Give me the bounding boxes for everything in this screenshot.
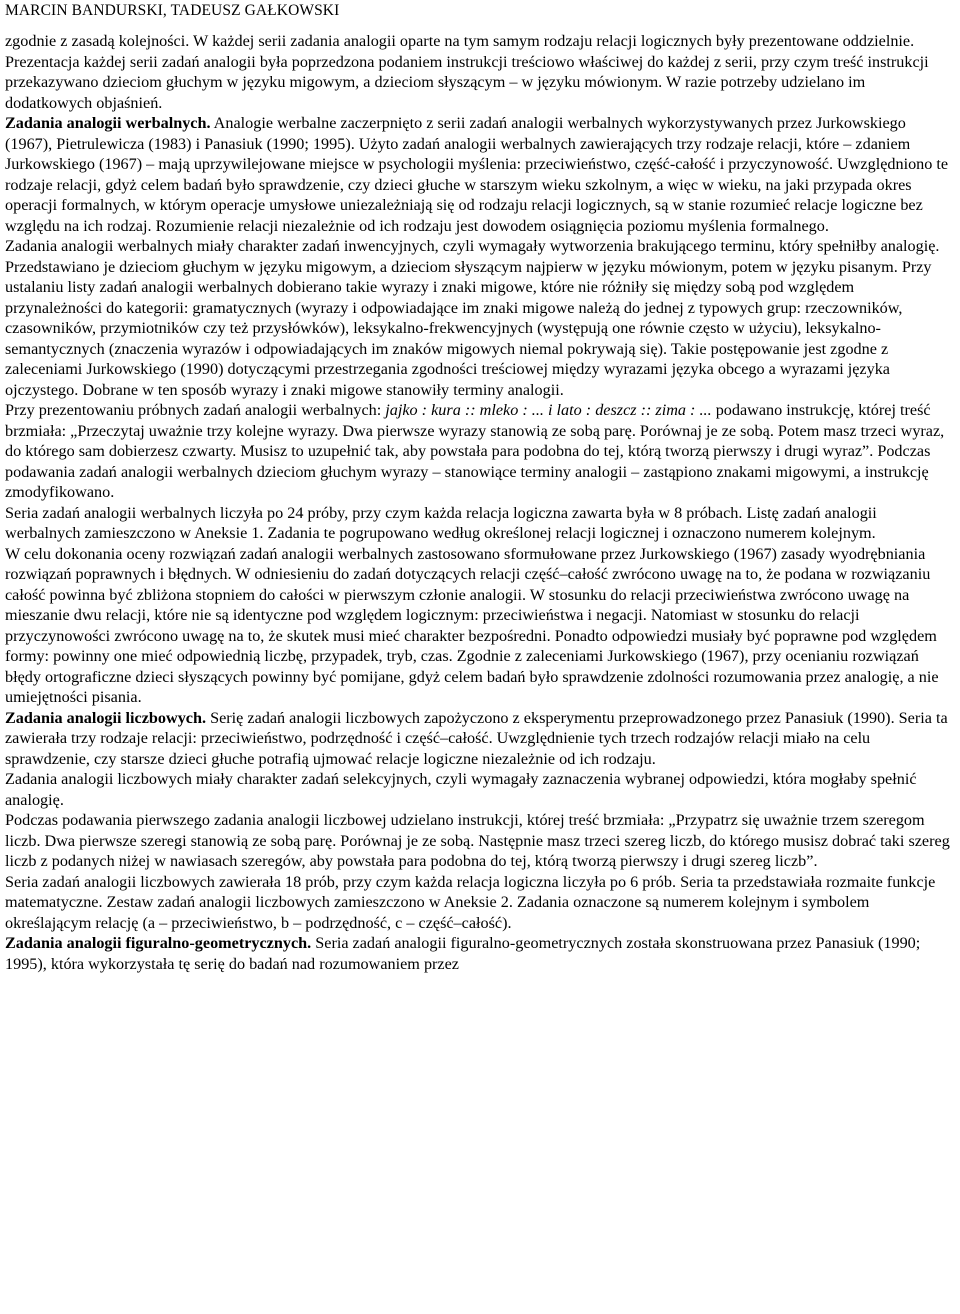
running-header: MARCIN BANDURSKI, TADEUSZ GAŁKOWSKI <box>5 2 340 19</box>
section-heading: Zadania analogii liczbowych. <box>5 708 207 727</box>
paragraph <box>5 503 950 544</box>
paragraph <box>5 708 950 770</box>
paragraph <box>5 933 950 974</box>
body-text <box>5 31 950 974</box>
paragraph <box>5 113 950 236</box>
paragraph-text: Seria zadań analogii liczbowych zawierała 18 prób, przy czym każda relacja logiczna liczyła po 6 prób. Seria ta przedstawiała rozmaite funkcje matematyczne. Zestaw zadań analogii liczbowych zamieszczono w Aneksie 2. Zadania oznaczone są numerem kolejnym i symbolem określającym relację (a – przeciwieństwo, b – podrzędność, c – część–całość). <box>5 872 936 932</box>
paragraph-text: W celu dokonania oceny rozwiązań zadań analogii werbalnych zastosowano sformułowane przez Jurkowskiego (1967) zasady wyodrębniania rozwiązań poprawnych i błędnych. W odniesieniu do zadań dotyczących relacji część–całość zwrócono uwagę na to, że podana w rozwiązaniu całość powinna być zbliżona stopniem do całości w pierwszym członie analogii. W stosunku do relacji przeciwieństwa zwrócono uwagę na mieszanie dwu relacji, które nie są identyczne pod względem logicznym: przeciwieństwa i negacji. Natomiast w stosunku do relacji przyczynowości zwrócono uwagę na to, że skutek musi mieć charakter bezpośredni. Ponadto odpowiedzi musiały być poprawne pod względem formy: powinny one mieć odpowiednią liczbę, przypadek, tryb, czas. Zgodnie z zaleceniami Jurkowskiego (1967), przy ocenianiu rozwiązań błędy ortograficzne dzieci słyszących powinny być pomijane, gdyż celem badań było sprawdzenie zdolności rozumowania przez analogię, a nie umiejętności pisania. <box>5 544 939 706</box>
paragraph <box>5 872 950 934</box>
paragraph <box>5 544 950 708</box>
paragraph <box>5 769 950 810</box>
paragraph <box>5 31 950 52</box>
paragraph <box>5 52 950 114</box>
paragraph-text: Przy prezentowaniu próbnych zadań analogii werbalnych: <box>5 401 386 419</box>
paragraph-text: Zadania analogii liczbowych miały charakter zadań selekcyjnych, czyli wymagały zaznaczenia wybranej odpowiedzi, która mogłaby spełnić analogię. <box>5 770 917 809</box>
paragraph-text: zgodnie z zasadą kolejności. W każdej serii zadania analogii oparte na tym samym rodzaju relacji logicznych były prezentowane oddzielnie. <box>5 32 915 50</box>
paragraph-text: Prezentacja każdej serii zadań analogii była poprzedzona podaniem instrukcji treściowo właściwej do każdej z serii, przy czym treść instrukcji przekazywano dzieciom głuchym w języku migowym, a dzieciom słyszącym – w języku mówionym. W razie potrzeby udzielano im dodatkowych objaśnień. <box>5 52 929 112</box>
paragraph <box>5 236 950 400</box>
paragraph-text: Analogie werbalne zaczerpnięto z serii zadań analogii werbalnych wykorzystywanych przez Jurkowskiego (1967), Pietrulewicza (1983) i Panasiuk (1990; 1995). Użyto zadań analogii werbalnych zawierających trzy rodzaje relacji, które – zdaniem Jurkowskiego (1967) – mają uprzywilejowane miejsce w psychologii myślenia: przeciwieństwo, część-całość i przyczynowość. Uwzględniono te rodzaje relacji, gdyż celem badań było sprawdzenie, czy dzieci głuche w starszym wieku szkolnym, a więc w wieku, na jaki przypada okres operacji formalnych, w którym operacje umysłowe uniezależniają się od rodzaju relacji logicznych, są w stanie rozumieć relacje logiczne bez względu na ich rodzaj. Rozumienie relacji niezależnie od ich rodzaju jest dowodem osiągnięcia poziomu myślenia formalnego. <box>5 114 949 235</box>
paragraph <box>5 400 950 503</box>
paragraph-text: Serię zadań analogii liczbowych zapożyczono z eksperymentu przeprowadzonego przez Panasiuk (1990). Seria ta zawierała trzy rodzaje relacji: przeciwieństwo, podrzędność i część–całość. Uwzględnienie tych trzech rodzajów relacji miało na celu sprawdzenie, czy starsze dzieci głuche potrafią ujmować relacje logiczne niezależnie od ich rodzaju. <box>5 708 948 768</box>
paragraph-text: Seria zadań analogii figuralno-geometrycznych została skonstruowana przez Panasiuk (1990; 1995), która wykorzystała tę serię do badań nad rozumowaniem przez <box>5 934 921 973</box>
section-heading: Zadania analogii figuralno-geometrycznych. <box>5 934 312 952</box>
paragraph <box>5 810 950 872</box>
section-heading: Zadania analogii werbalnych. <box>5 114 211 132</box>
paragraph-text: Seria zadań analogii werbalnych liczyła po 24 próby, przy czym każda relacja logiczna zawarta była w 8 próbach. Listę zadań analogii werbalnych zamieszczono w Aneksie 1. Zadania te pogrupowano według określonej relacji logicznej i oznaczono numerem kolejnym. <box>5 503 877 542</box>
paragraph-text: Podczas podawania pierwszego zadania analogii liczbowej udzielano instrukcji, której treść brzmiała: „Przypatrz się uważnie trzem szeregom liczb. Dwa pierwsze szeregi stanowią ze sobą parę. Porównaj je ze sobą. Następnie masz trzeci szereg liczb, do którego musisz dobrać taki szereg liczb z podanych niżej w nawiasach szeregów, aby powstała para podobna do tej, którą tworzą pierwszy i drugi szereg liczb”. <box>5 811 950 870</box>
paragraph-text-continued: podawano instrukcję, której treść brzmiała: „Przeczytaj uważnie trzy kolejne wyrazy. Dwa pierwsze wyrazy stanowią ze sobą parę. Porównaj je ze sobą. Potem masz trzeci wyraz, do którego sam dobierzesz czwarty. Musisz to uzupełnić tak, aby powstała para podobna do tej, którą tworzą pierwszy i drugi wyraz”. Podczas podawania zadań analogii werbalnych dzieciom głuchym wyrazy – stanowiące terminy analogii – zastąpiono znakami migowymi, a instrukcję zmodyfikowano. <box>5 401 945 501</box>
paragraph-text: Zadania analogii werbalnych miały charakter zadań inwencyjnych, czyli wymagały wytworzenia brakującego terminu, który spełniłby analogię. Przedstawiano je dzieciom głuchym w języku migowym, a dzieciom słyszącym najpierw w języku mówionym, potem w języku pisanym. Przy ustalaniu listy zadań analogii werbalnych dobierano takie wyrazy i znaki migowe, które nie różniły się między sobą pod względem przynależności do kategorii: gramatycznych (wyrazy i odpowiadające im znaki migowe należą do jednej z typowych grup: rzeczowników, czasowników, przymiotników czy też przysłówków), leksykalno-frekwencyjnych (występują one równie często w użyciu), leksykalno-semantycznych (znaczenia wyrazów i odpowiadających im znaków migowych niemal pokrywają się). Takie postępowanie jest zgodne z zaleceniami Jurkowskiego (1990) dotyczącymi przestrzegania zgodności treściowej między wyrazami języka obcego a wyrazami języka ojczystego. Dobrane w ten sposób wyrazy i znaki migowe stanowiły terminy analogii. <box>5 237 940 399</box>
example-analogies: jajko : kura :: mleko : ... i lato : deszcz :: zima : ... <box>385 401 712 419</box>
